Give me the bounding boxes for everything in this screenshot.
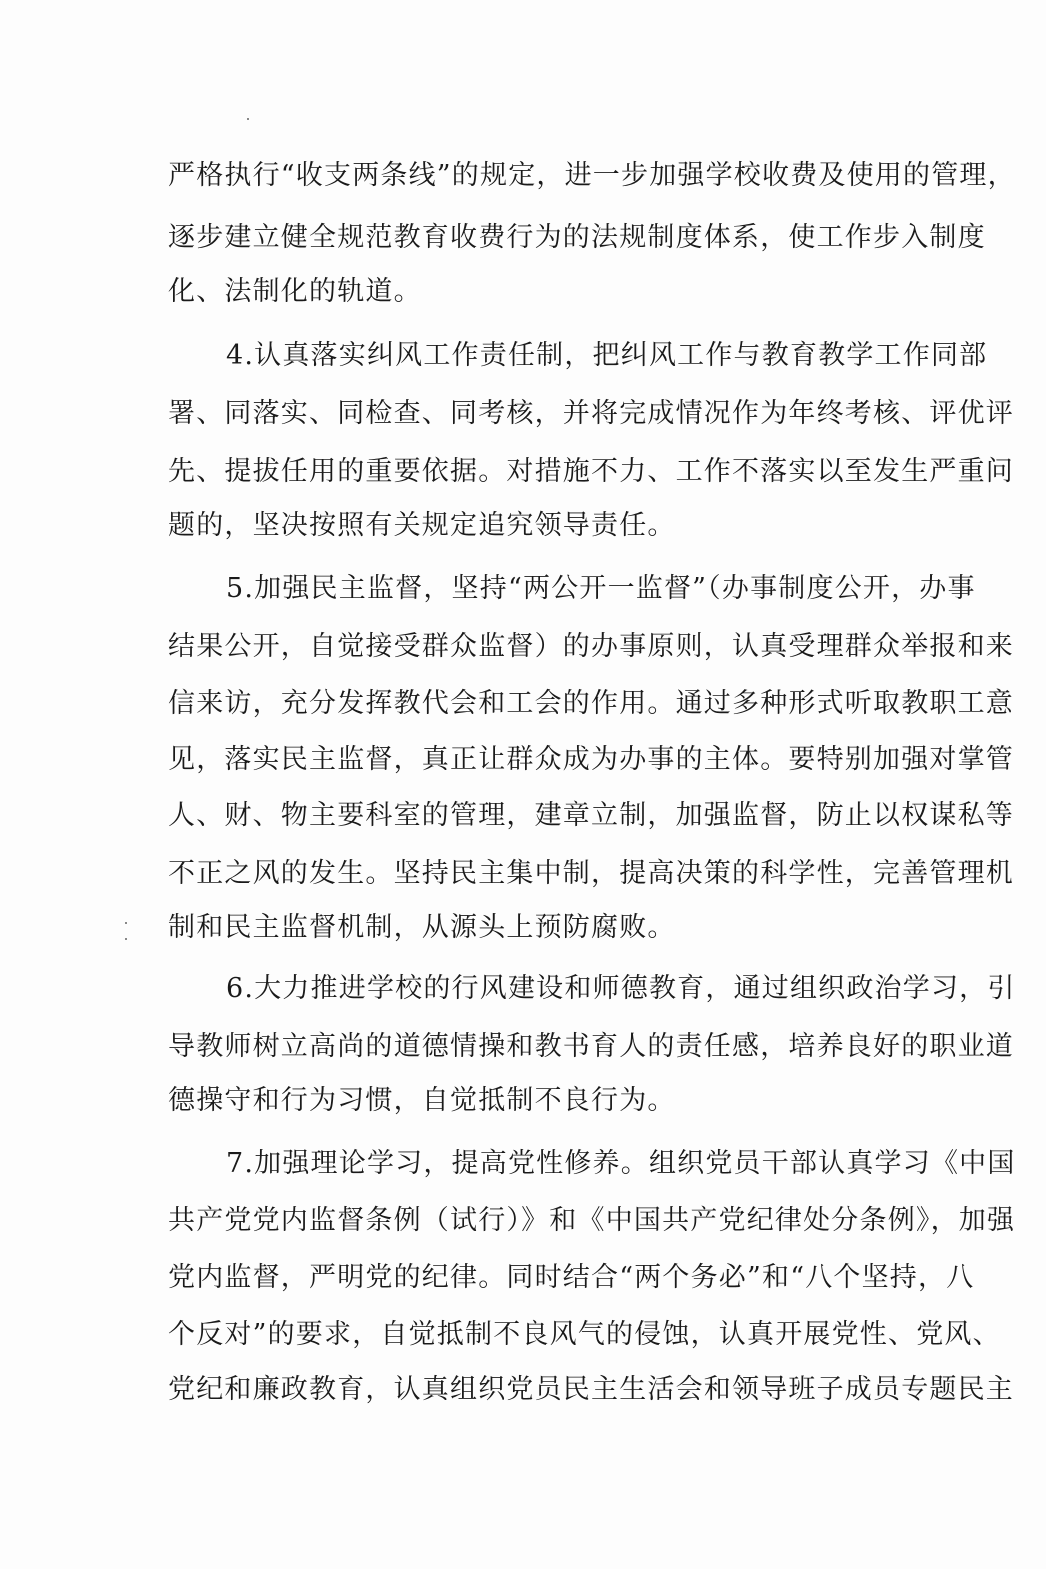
text-line: 个反对”的要求，自觉抵制不良风气的侵蚀，认真开展党性、党风、 <box>168 1319 1001 1350</box>
text-line: 题的，坚决按照有关规定追究领导责任。 <box>168 510 676 541</box>
text-line: 逐步建立健全规范教育收费行为的法规制度体系，使工作步入制度 <box>168 222 986 253</box>
text-line: 德操守和行为习惯，自觉抵制不良行为。 <box>168 1085 676 1116</box>
text-line: 结果公开，自觉接受群众监督）的办事原则，认真受理群众举报和来 <box>168 631 1014 662</box>
text-line: 共产党党内监督条例（试行）》和《中国共产党纪律处分条例》，加强 <box>168 1205 1016 1236</box>
text-line: 信来访，充分发挥教代会和工会的作用。通过多种形式听取教职工意 <box>168 688 1014 719</box>
text-line: 人、财、物主要科室的管理，建章立制，加强监督，防止以权谋私等 <box>168 800 1014 831</box>
scan-artifact <box>247 118 249 120</box>
text-line: 化、法制化的轨道。 <box>168 276 422 307</box>
text-line: 见，落实民主监督，真正让群众成为办事的主体。要特别加强对掌管 <box>168 744 1014 775</box>
text-line: 5.加强民主监督，坚持“两公开一监督”（办事制度公开，办事 <box>226 573 976 604</box>
text-line: 先、提拔任用的重要依据。对措施不力、工作不落实以至发生严重问 <box>168 456 1014 487</box>
scan-artifact <box>125 922 127 924</box>
text-line: 导教师树立高尚的道德情操和教书育人的责任感，培养良好的职业道 <box>168 1031 1014 1062</box>
text-line: 制和民主监督机制，从源头上预防腐败。 <box>168 912 676 943</box>
scan-artifact <box>125 938 127 940</box>
text-line: 4.认真落实纠风工作责任制，把纠风工作与教育教学工作同部 <box>226 340 988 371</box>
text-line: 6.大力推进学校的行风建设和师德教育，通过组织政治学习，引 <box>226 973 1016 1004</box>
text-line: 党内监督，严明党的纪律。同时结合“两个务必”和“八个坚持，八 <box>168 1262 975 1293</box>
text-line: 7.加强理论学习，提高党性修养。组织党员干部认真学习《中国 <box>226 1148 1016 1179</box>
text-line: 署、同落实、同检查、同考核，并将完成情况作为年终考核、评优评 <box>168 398 1014 429</box>
text-line: 党纪和廉政教育，认真组织党员民主生活会和领导班子成员专题民主 <box>168 1374 1014 1405</box>
text-line: 不正之风的发生。坚持民主集中制，提高决策的科学性，完善管理机 <box>168 858 1014 889</box>
text-line: 严格执行“收支两条线”的规定，进一步加强学校收费及使用的管理， <box>168 160 1016 191</box>
